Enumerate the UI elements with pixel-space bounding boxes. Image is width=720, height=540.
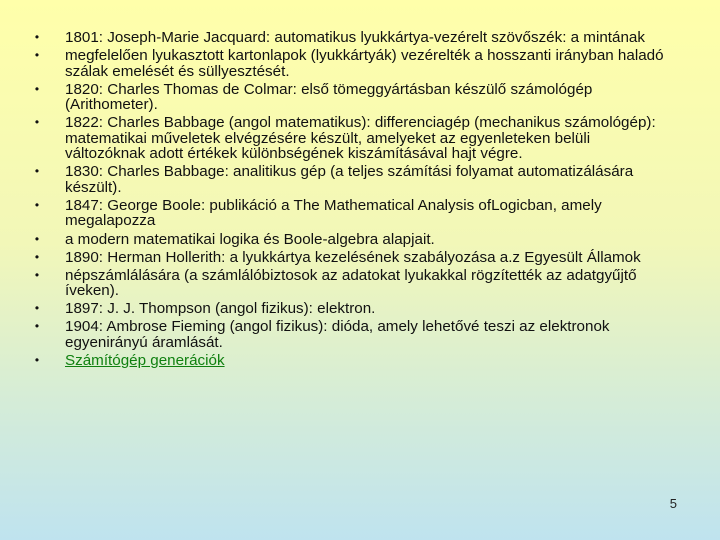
- list-item-text: 1830: Charles Babbage: analitikus gép (a teljes számítási folyamat automatizálására készült).: [65, 163, 634, 196]
- computer-generations-link[interactable]: Számítógép generációk: [65, 352, 225, 370]
- list-item: [30, 319, 670, 350]
- bullet-icon: •: [34, 301, 40, 316]
- bullet-icon: •: [34, 81, 40, 96]
- bullet-icon: •: [34, 231, 40, 246]
- bullet-icon: •: [34, 353, 40, 368]
- list-item: [30, 250, 670, 266]
- list-item-text: 1820: Charles Thomas de Colmar: első tömeggyártásban készülő számológép (Arithometer).: [65, 80, 593, 114]
- bullet-icon: •: [34, 30, 40, 44]
- list-item-text: a modern matematikai logika és Boole-algebra alapjait.: [65, 230, 435, 248]
- bullet-icon: •: [34, 249, 40, 264]
- list-item: [30, 164, 670, 195]
- list-item: [30, 232, 670, 248]
- list-item: [30, 48, 670, 79]
- page-number: 5: [669, 496, 677, 511]
- bullet-icon: •: [34, 164, 40, 179]
- list-item: [30, 301, 670, 317]
- list-item-text: megfelelően lyukasztott kartonlapok (lyukkártyák) vezérelték a hosszanti irányban haladó szálak emelését és süllyesztését.: [65, 47, 664, 80]
- list-item: [30, 198, 670, 229]
- list-item: [30, 115, 670, 162]
- bullet-icon: •: [34, 267, 40, 282]
- list-item-text: népszámlálására (a számlálóbiztosok az adatokat lyukakkal rögzítették az adatgyűjtő íveken).: [65, 266, 637, 300]
- list-item-text: 1897: J. J. Thompson (angol fizikus): elektron.: [65, 300, 376, 318]
- list-item-text: 1822: Charles Babbage (angol matematikus): differenciagép (mechanikus számológép): matematikai műveletek elvégzésére készült, amelyeket az egyenleteken belüli változóknak adott értékek különbségének kiszámításával hajt végre.: [65, 114, 656, 163]
- bullet-icon: •: [34, 115, 40, 130]
- list-item: [30, 82, 670, 113]
- bullet-icon: •: [34, 319, 40, 334]
- bullet-icon: •: [34, 197, 40, 212]
- list-item: [30, 268, 670, 299]
- list-item-text: 1801: Joseph-Marie Jacquard: automatikus lyukkártya-vezérelt szövőszék: a mintának: [65, 29, 645, 46]
- bullet-icon: •: [34, 48, 40, 63]
- list-item-text: 1890: Herman Hollerith: a lyukkártya kezelésének szabályozása a.z Egyesült Államok: [65, 248, 641, 266]
- list-item: [30, 353, 670, 369]
- list-item-text: 1904: Ambrose Fieming (angol fizikus): dióda, amely lehetővé teszi az elektronok egyenirányú áramlását.: [65, 318, 610, 351]
- list-item: [30, 30, 670, 46]
- list-item-text: 1847: George Boole: publikáció a The Mathematical Analysis ofLogicban, amely megalapozza: [65, 196, 602, 230]
- bullet-list: [30, 30, 670, 371]
